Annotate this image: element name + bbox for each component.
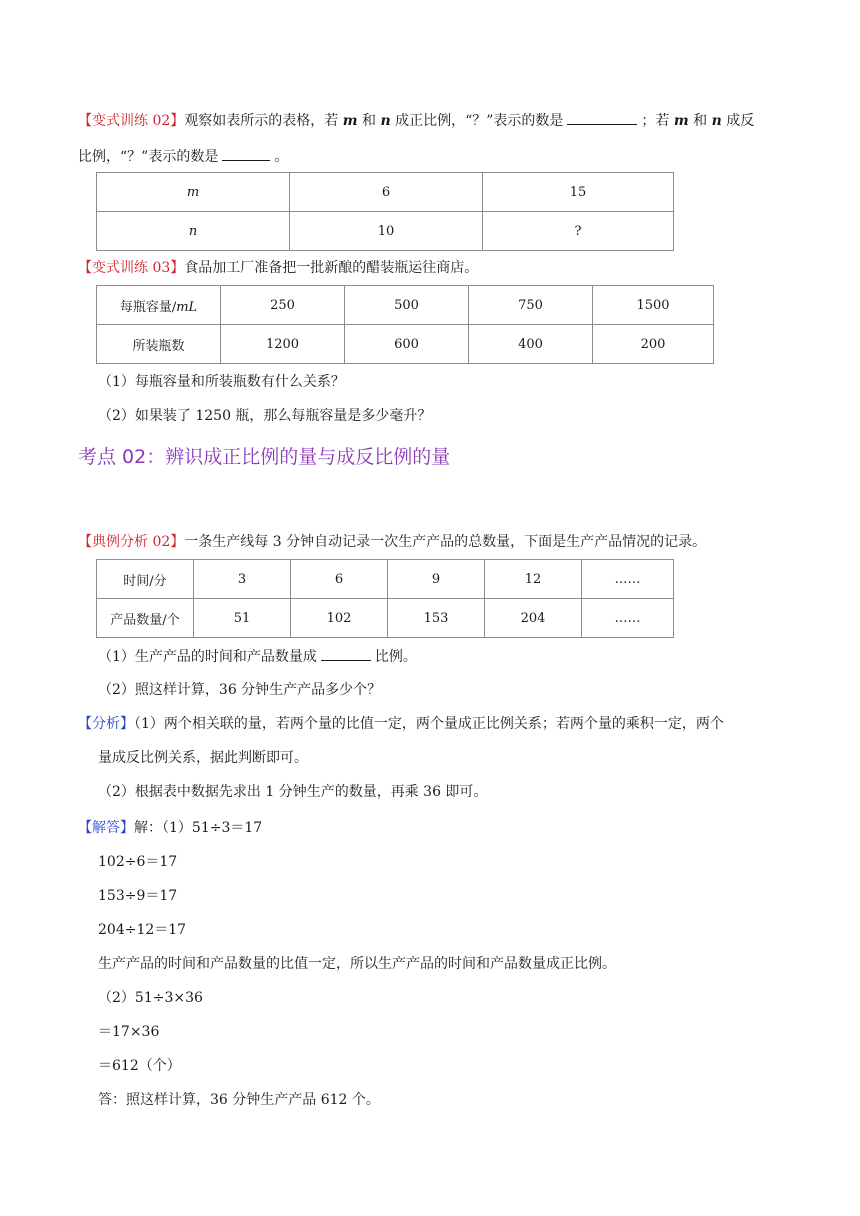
table-production	[96, 559, 674, 638]
answer-line9: 答：照这样计算，36 分钟生产产品 612 个。	[98, 1092, 380, 1108]
answer-line8: ＝612（个）	[98, 1058, 181, 1074]
table-row: 产品数量/个 51 102 153 204 ……	[97, 599, 674, 638]
exercise-02-tag: 【变式训练 02】	[78, 113, 185, 129]
answer-tag: 【解答】	[78, 820, 134, 836]
answer-line6: （2）51÷3×36	[98, 990, 203, 1006]
example-question-2: （2）照这样计算，36 分钟生产产品多少个？	[98, 682, 382, 698]
example-02-tag: 【典例分析 02】	[78, 534, 185, 550]
answer-line5: 生产产品的时间和产品数量的比值一定，所以生产产品的时间和产品数量成正比例。	[98, 956, 616, 972]
table-m-n	[96, 172, 674, 251]
answer-blank-3[interactable]	[321, 646, 371, 661]
answer-line1: 【解答】解：（1）51÷3＝17	[78, 820, 263, 836]
exercise-03-line: 【变式训练 03】食品加工厂准备把一批新酿的醋装瓶运往商店。	[78, 260, 479, 276]
exercise-03-question-2: （2）如果装了 1250 瓶，那么每瓶容量是多少毫升？	[98, 408, 432, 424]
answer-line4: 204÷12＝17	[98, 922, 187, 938]
analysis-line3: （2）根据表中数据先求出 1 分钟生产的数量，再乘 36 即可。	[98, 784, 488, 800]
exercise-03-question-1: （1）每瓶容量和所装瓶数有什么关系？	[98, 374, 345, 390]
section-heading: 考点 02：辨识成正比例的量与成反比例的量	[78, 446, 451, 468]
answer-blank-1[interactable]	[567, 110, 637, 125]
table-row: m 6 15	[97, 173, 674, 212]
exercise-02-line1: 【变式训练 02】观察如表所示的表格，若 m 和 n 成正比例，“？”表示的数是 ；若 m 和 n 成反	[78, 110, 754, 131]
table-bottles	[96, 285, 714, 364]
table-row: 时间/分 3 6 9 12 ……	[97, 560, 674, 599]
example-02-line: 【典例分析 02】一条生产线每 3 分钟自动记录一次生产产品的总数量，下面是生产产品情况的记录。	[78, 534, 707, 550]
answer-line7: ＝17×36	[98, 1024, 160, 1040]
answer-line3: 153÷9＝17	[98, 888, 178, 904]
table-row: 每瓶容量/mL 250 500 750 1500	[97, 286, 714, 325]
analysis-tag: 【分析】	[78, 716, 134, 732]
table-row: 所装瓶数 1200 600 400 200	[97, 325, 714, 364]
table-row: n 10 ?	[97, 212, 674, 251]
exercise-02-line2: 比例，“？”表示的数是 。	[78, 146, 288, 167]
answer-line2: 102÷6＝17	[98, 854, 178, 870]
analysis-line1: 【分析】（1）两个相关联的量，若两个量的比值一定，两个量成正比例关系；若两个量的乘积一定，两个	[78, 716, 724, 732]
analysis-line2: 量成反比例关系，据此判断即可。	[98, 750, 308, 766]
exercise-03-tag: 【变式训练 03】	[78, 260, 185, 276]
answer-blank-2[interactable]	[222, 146, 270, 161]
example-question-1: （1）生产产品的时间和产品数量成 比例。	[98, 646, 417, 667]
